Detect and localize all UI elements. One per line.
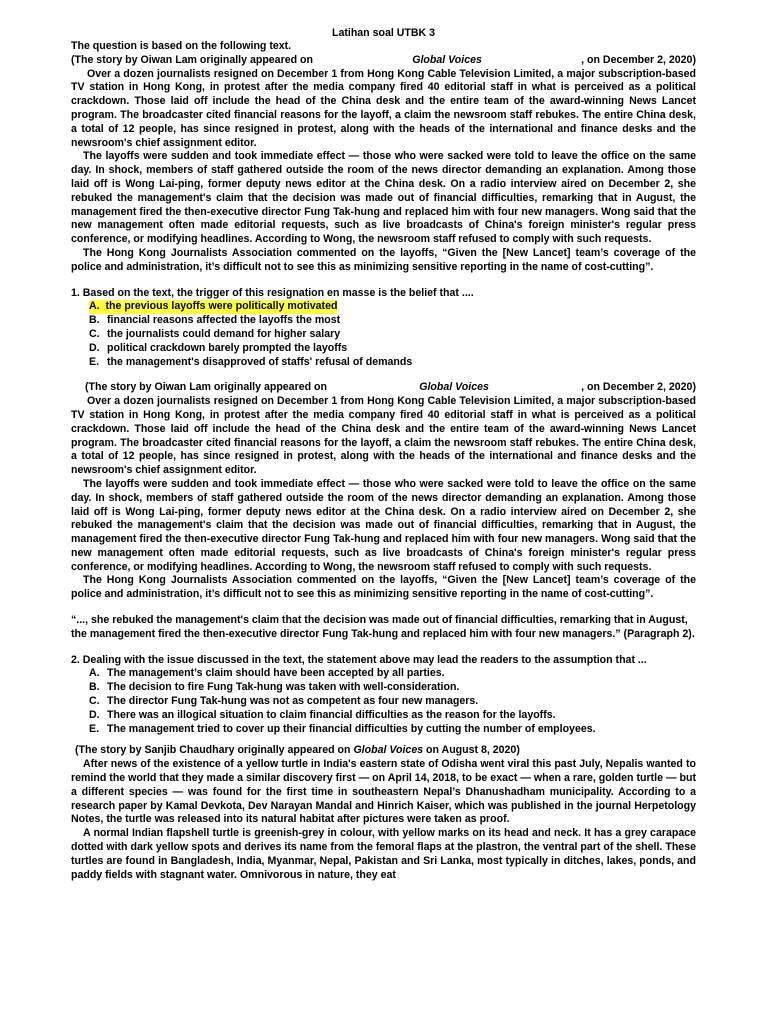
option-letter: D. — [89, 708, 100, 721]
passage-2-source — [71, 744, 696, 758]
passage-1-paragraph-3: The Hong Kong Journalists Association commented on the layoffs, “Given the [New Lancet] team’s coverage of the police and administration, it’s difficult not to see this as minimizing sensitive reporting in the name of cost-cutting”. — [71, 246, 696, 273]
option-letter: E. — [89, 355, 100, 368]
document-title: Latihan soal UTBK 3 — [331, 27, 435, 39]
passage-1 — [71, 54, 696, 275]
question-2 — [71, 654, 696, 737]
source-date: on August 8, 2020) — [423, 744, 520, 757]
passage-1-repeat-paragraph-2: The layoffs were sudden and took immediate effect — those who were sacked were told to leave the office on the same day. In shock, members of staff gathered outside the room of the news director demanding an explanation. Among those laid off is Wong Lai-ping, former deputy news editor at the China desk. On a radio interview aired on December 2, she rebuked the management's claim that the decision was made out of financial difficulties, remarking that in August, the management fired the then-executive director Fung Tak-hung and replaced him with four new managers. Wong said that the new management often made editorial requests, such as live broadcasts of China's foreign minister's regular press conference, or modifying headlines. According to Wong, the newsroom staff refused to comply with such requests. — [71, 477, 696, 573]
option-letter: A. — [89, 300, 100, 313]
option-text: the journalists could demand for higher salary — [107, 327, 341, 340]
option-text: the previous layoffs were politically motivated — [105, 300, 338, 313]
option-letter: C. — [89, 695, 100, 708]
option-d[interactable] — [89, 342, 696, 356]
instruction-text: The question is based on the following text. — [71, 40, 292, 52]
passage-1-repeat — [71, 381, 696, 602]
passage-2 — [71, 744, 696, 882]
option-letter: B. — [89, 314, 100, 327]
option-letter: C. — [89, 327, 100, 340]
source-prefix: (The story by Sanjib Chaudhary originally appeared on — [75, 744, 354, 757]
option-d[interactable] — [89, 709, 696, 723]
passage-2-paragraph-1: After news of the existence of a yellow turtle in India's eastern state of Odisha went viral this past July, Nepalis wanted to remind the world that they made a similar discovery first — on April 14, 2018, to be exact — when a rare, golden turtle — but a different species — was found for the first time in southeastern Nepal’s Dhanushadham municipality. According to a research paper by Kamal Devkota, Dev Narayan Mandal and Hinrich Kaiser, which was published in the journal Herpetology Notes, the turtle was released into its natural habitat after pictures were taken as proof. — [71, 758, 696, 826]
option-text: The decision to fire Fung Tak-hung was taken with well-consideration. — [107, 681, 460, 694]
option-b[interactable] — [89, 314, 696, 328]
option-letter: B. — [89, 681, 100, 694]
option-text: political crackdown barely prompted the layoffs — [107, 341, 348, 354]
option-a[interactable] — [89, 667, 696, 681]
question-2-options — [71, 667, 696, 736]
option-e[interactable] — [89, 356, 696, 370]
option-b[interactable] — [89, 681, 696, 695]
option-e[interactable] — [89, 723, 696, 737]
option-c[interactable] — [89, 695, 696, 709]
question-1 — [71, 287, 696, 370]
source-prefix: (The story by Oiwan Lam originally appeared on — [71, 53, 313, 66]
option-text: The management’s claim should have been accepted by all parties. — [107, 667, 445, 680]
option-text: The management tried to cover up their financial difficulties by cutting the number of employees. — [107, 722, 596, 735]
option-c[interactable] — [89, 328, 696, 342]
option-letter: D. — [89, 341, 100, 354]
source-date: , on December 2, 2020) — [581, 53, 696, 66]
passage-1-repeat-paragraph-1: Over a dozen journalists resigned on December 1 from Hong Kong Cable Television Limited, a major subscription-based TV station in Hong Kong, in protest after the media company fired 40 editorial staff in what is perceived as a political crackdown. Those laid off include the head of the China desk and the entire team of the award-winning News Lancet program. The broadcaster cited financial reasons for the layoff, a claim the newsroom staff rebukes. The entire China desk, a total of 12 people, has since resigned in protest, along with the heads of the international and finance desks and the newsroom's chief assignment editor. — [71, 395, 696, 477]
option-letter: E. — [89, 722, 100, 735]
question-1-stem: 1. Based on the text, the trigger of this resignation en masse is the belief that .... — [71, 286, 474, 299]
question-2-stem: 2. Dealing with the issue discussed in the text, the statement above may lead the readers to the assumption that ... — [71, 653, 647, 666]
source-date: , on December 2, 2020) — [581, 381, 696, 394]
passage-1-paragraph-2: The layoffs were sudden and took immediate effect — those who were sacked were told to leave the office on the same day. In shock, members of staff gathered outside the room of the news director demanding an explanation. Among those laid off is Wong Lai-ping, former deputy news editor at the China desk. On a radio interview aired on December 2, she rebuked the management's claim that the decision was made out of financial difficulties, remarking that in August, the management fired the then-executive director Fung Tak-hung and replaced him with four new managers. Wong said that the new management often made editorial requests, such as live broadcasts of China's foreign minister's regular press conference, or modifying headlines. According to Wong, the newsroom staff refused to comply with such requests. — [71, 150, 696, 246]
passage-1-paragraph-1: Over a dozen journalists resigned on December 1 from Hong Kong Cable Television Limited, a major subscription-based TV station in Hong Kong, in protest after the media company fired 40 editorial staff in what is perceived as a political crackdown. Those laid off include the head of the China desk and the entire team of the award-winning News Lancet program. The broadcaster cited financial reasons for the layoff, a claim the newsroom staff rebukes. The entire China desk, a total of 12 people, has since resigned in protest, along with the heads of the international and finance desks and the newsroom's chief assignment editor. — [71, 67, 696, 149]
quoted-statement: “..., she rebuked the management's claim that the decision was made out of financial difficulties, remarking that in August, the management fired the then-executive director Fung Tak-hung and replaced him with four new managers.” (Paragraph 2). — [71, 614, 695, 640]
source-publication: Global Voices — [419, 381, 489, 394]
option-text: The director Fung Tak-hung was not as competent as four new managers. — [107, 695, 479, 708]
source-publication: Global Voices — [353, 744, 424, 757]
option-a[interactable] — [89, 300, 696, 314]
source-prefix: (The story by Oiwan Lam originally appeared on — [85, 381, 327, 394]
option-text: There was an illogical situation to claim financial difficulties as the reason for the layoffs. — [107, 708, 556, 721]
source-publication: Global Voices — [412, 53, 482, 66]
passage-1-source — [71, 54, 696, 68]
passage-2-paragraph-2: A normal Indian flapshell turtle is greenish-grey in colour, with yellow marks on its head and neck. It has a grey carapace dotted with dark yellow spots and derives its name from the femoral flaps at the plastron, the ventral part of the shell. These turtles are found in Bangladesh, India, Myanmar, Nepal, Pakistan and Sri Lanka, most typically in ditches, lakes, ponds, and paddy fields with stagnant water. Omnivorous in nature, they eat — [71, 827, 696, 881]
passage-1-repeat-source — [71, 381, 696, 395]
question-1-options — [71, 300, 696, 369]
passage-1-repeat-paragraph-3: The Hong Kong Journalists Association commented on the layoffs, “Given the [New Lancet] team’s coverage of the police and administration, it’s difficult not to see this as minimizing sensitive reporting in the name of cost-cutting”. — [71, 574, 696, 601]
option-text: the management's disapproved of staffs' refusal of demands — [107, 355, 413, 368]
option-letter: A. — [89, 667, 100, 680]
option-text: financial reasons affected the layoffs the most — [107, 314, 341, 327]
